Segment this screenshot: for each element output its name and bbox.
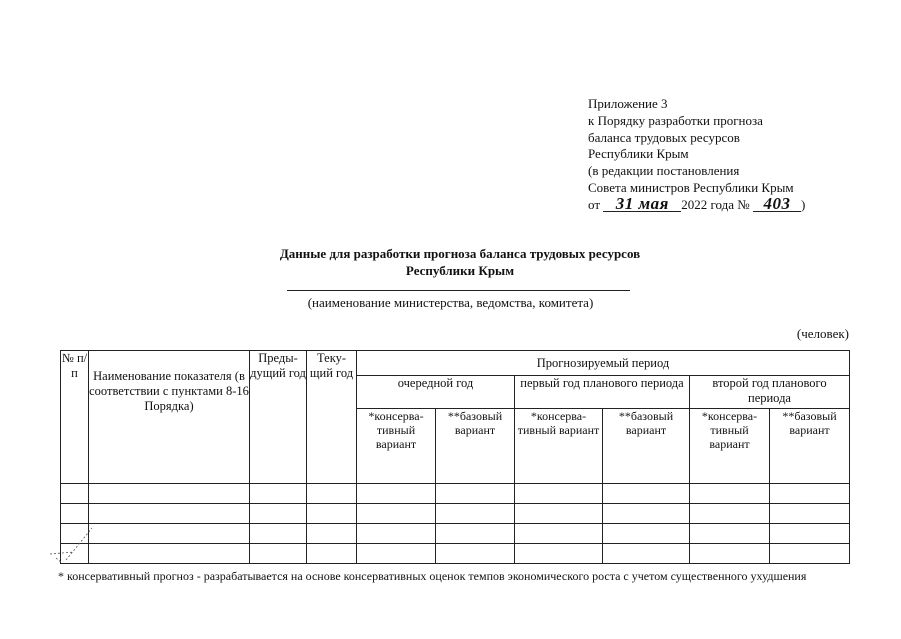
header-next-year: очередной год: [357, 376, 515, 409]
header-conservative-variant: *консерва-тивный вариант: [357, 409, 436, 484]
appendix-number: Приложение 3: [588, 96, 668, 111]
header-current-year: Теку-щий год: [307, 351, 357, 484]
header-base-variant: **базовый вариант: [603, 409, 690, 484]
title-line: Республики Крым: [405, 263, 515, 278]
header-base-variant: **базовый вариант: [436, 409, 515, 484]
handwritten-number: 403: [753, 197, 801, 212]
year-text: 2022 года №: [681, 196, 750, 212]
date-prefix: от: [588, 196, 601, 212]
forecast-table: [60, 350, 850, 564]
header-plan-year-1: первый год планового периода: [515, 376, 690, 409]
ministry-name-underline: [287, 290, 630, 291]
table-row: [61, 504, 850, 524]
pen-scribble-mark: [48, 522, 98, 567]
table-row: [61, 544, 850, 564]
footnote: * консервативный прогноз - разрабатывается на основе консервативных оценок темпов экономического роста с учетом существенного ухудшения: [58, 569, 807, 583]
unit-label: (человек): [796, 326, 849, 341]
appendix-reference-line: к Порядку разработки прогноза: [588, 112, 763, 128]
document-title: [200, 245, 720, 279]
table-row: [61, 484, 850, 504]
header-conservative-variant: *консерва-тивный вариант: [515, 409, 603, 484]
close-paren: ): [800, 196, 806, 212]
handwritten-date: 31 мая: [603, 197, 681, 212]
appendix-header: [588, 96, 805, 214]
header-conservative-variant: *консерва-тивный вариант: [690, 409, 770, 484]
table-row: [61, 524, 850, 544]
appendix-date-line: [588, 193, 806, 214]
header-indicator-name: Наименование показателя (в соответствии с пунктами 8-16 Порядка): [89, 351, 250, 484]
appendix-reference-line: (в редакции постановления: [588, 163, 740, 179]
title-line: Данные для разработки прогноза баланса трудовых ресурсов: [279, 246, 641, 261]
appendix-reference-line: Совета министров Республики Крым: [588, 179, 794, 195]
header-base-variant: **базовый вариант: [770, 409, 850, 484]
header-plan-year-2: второй год планового периода: [690, 376, 850, 409]
header-forecast-period: Прогнозируемый период: [357, 351, 850, 376]
ministry-caption: (наименование министерства, ведомства, комитета): [307, 295, 594, 310]
appendix-reference-line: баланса трудовых ресурсов: [588, 129, 740, 145]
header-number: № п/п: [61, 351, 89, 484]
header-previous-year: Преды-дущий год: [250, 351, 307, 484]
appendix-reference-line: Республики Крым: [588, 146, 689, 162]
